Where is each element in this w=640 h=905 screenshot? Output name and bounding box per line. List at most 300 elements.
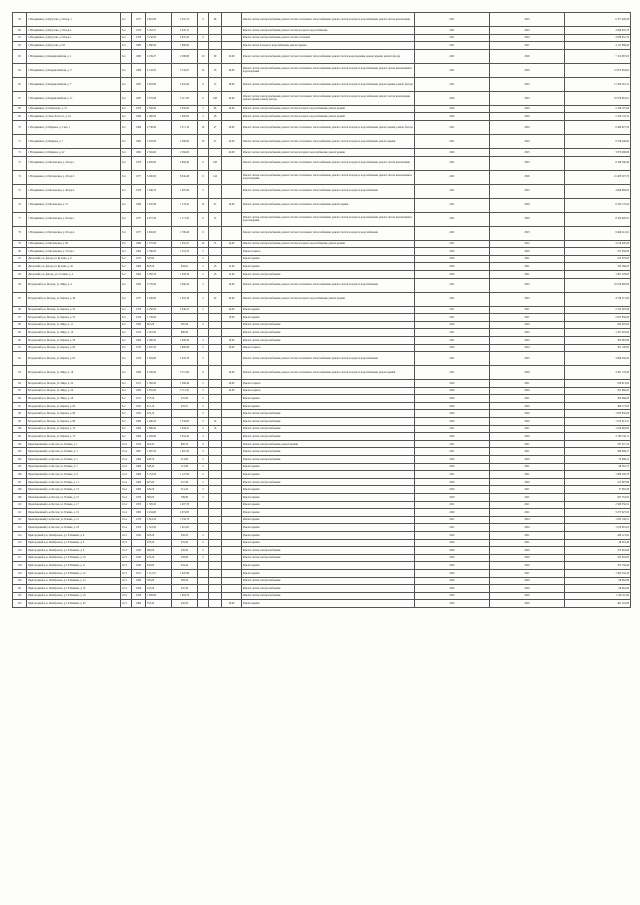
row-works: Ремонт крыши: [242, 531, 415, 539]
row-type: 6-4: [121, 292, 132, 306]
row-number: 74: [13, 170, 27, 184]
row-apartments: 108: [209, 91, 222, 105]
row-residents: 20,00: [222, 600, 242, 608]
row-area: 4 706,20: [146, 366, 172, 380]
row-apartments: [209, 387, 222, 395]
row-cost: 2 657 856,00: [565, 314, 631, 322]
row-start-year: 2020: [415, 248, 490, 256]
row-residents: [222, 516, 242, 524]
row-area: 1 846,70: [146, 184, 172, 198]
row-end-year: 2021: [490, 569, 565, 577]
row-area-living: 278,20: [172, 539, 198, 547]
row-floors: [198, 562, 209, 570]
row-year: 1982: [132, 278, 146, 292]
row-year: 1984: [132, 248, 146, 256]
row-year: 1978: [132, 184, 146, 198]
row-area-living: 1 407,79: [172, 501, 198, 509]
row-works: Ремонт систем электроснабжения, ремонт систем отопления и теплоснабжения, ремонт систем холодного водоснабжения, ремонт крыши: [242, 366, 415, 380]
row-year: 1980: [132, 240, 146, 248]
row-area-living: 255,09: [172, 395, 198, 403]
row-end-year: 2021: [490, 501, 565, 509]
row-address: Пригородный р-н, Октябрьское, ул. Р. Бакиева, д. 10: [27, 554, 121, 562]
table-row: [13, 329, 631, 337]
row-address: Пригородный р-н, Октябрьское, ул. Р. Бакиева, д. 18: [27, 592, 121, 600]
row-type: 6-4: [121, 91, 132, 105]
row-end-year: 2021: [490, 255, 565, 263]
row-area-living: 2 074,85: [172, 509, 198, 517]
row-number: 121: [13, 585, 27, 593]
row-type: 6-4: [121, 134, 132, 148]
row-area: 1 375,90: [146, 240, 172, 248]
row-works: Ремонт систем электроснабжения, ремонт систем отопления и теплоснабжения, ремонт систем холодного водоснабжения: [242, 184, 415, 198]
row-start-year: 2021: [415, 27, 490, 35]
row-start-year: 2020: [415, 255, 490, 263]
row-area-living: 2 994,40: [172, 156, 198, 170]
row-residents: 12,00: [222, 270, 242, 278]
row-floors: [198, 577, 209, 585]
row-year: 1976: [132, 501, 146, 509]
row-residents: [222, 184, 242, 198]
row-address: Моздокский р-н, Моздок, ул. Мира, д. 4: [27, 278, 121, 292]
row-start-year: 2021: [415, 314, 490, 322]
row-area: 1 000,00: [146, 113, 172, 121]
row-cost: 4 131 888,90: [565, 42, 631, 50]
row-area-living: 3 715,94: [172, 366, 198, 380]
row-cost: 468 172,00: [565, 402, 631, 410]
row-area-living: 888,40: [172, 329, 198, 337]
row-number: 77: [13, 212, 27, 226]
row-address: Моздокский р-н, Моздок, ул. Кирова, д. 62: [27, 352, 121, 366]
row-address: г. Владикавказ, ул.Кырджалийская, д. 11: [27, 91, 121, 105]
row-cost: 258 813,00: [565, 380, 631, 388]
row-start-year: 2021: [415, 34, 490, 42]
row-area: 508,40: [146, 463, 172, 471]
row-number: 81: [13, 255, 27, 263]
row-works: Ремонт подвала: [242, 248, 415, 256]
row-area-living: 1 890,90: [172, 42, 198, 50]
row-start-year: 2021: [415, 448, 490, 456]
row-works: Ремонт крыши: [242, 494, 415, 502]
row-apartments: [209, 226, 222, 240]
row-year: 1977: [132, 292, 146, 306]
row-floors: 2: [198, 418, 209, 426]
row-number: 88: [13, 321, 27, 329]
row-floors: 2: [198, 425, 209, 433]
row-cost: 8 354 820,91: [565, 212, 631, 226]
row-cost: 286 121,82: [565, 531, 631, 539]
row-area-living: 892,70: [172, 440, 198, 448]
row-floors: 2: [198, 539, 209, 547]
row-floors: 4: [198, 448, 209, 456]
row-start-year: 2021: [415, 440, 490, 448]
row-apartments: 16: [209, 270, 222, 278]
row-apartments: 144: [209, 170, 222, 184]
row-apartments: [209, 562, 222, 570]
row-floors: 9: [198, 212, 209, 226]
row-works: Ремонт систем электроснабжения, ремонт систем отопления и теплоснабжения, ремонт систем водоотведения, ремонт крыши, ремонт фасада: [242, 49, 415, 63]
row-end-year: 2020: [490, 547, 565, 555]
row-address: Правобережный р-н, Беслан, ул. Плиева, д. 3: [27, 448, 121, 456]
row-start-year: 2020: [415, 494, 490, 502]
row-area: 2 801,80: [146, 13, 172, 27]
row-end-year: 2023: [490, 91, 565, 105]
row-type: 6-2: [121, 270, 132, 278]
row-start-year: 2021: [415, 471, 490, 479]
row-floors: 2: [198, 395, 209, 403]
row-number: 123: [13, 600, 27, 608]
row-area-living: 1 334,83: [172, 418, 198, 426]
row-works: Ремонт систем электроснабжения: [242, 577, 415, 585]
row-start-year: 2020: [415, 380, 490, 388]
row-residents: [222, 13, 242, 27]
row-number: 91: [13, 344, 27, 352]
row-cost: 335 369,00: [565, 263, 631, 271]
row-start-year: 2021: [415, 336, 490, 344]
row-cost: 1 635 746,51: [565, 516, 631, 524]
row-year: 1980: [132, 366, 146, 380]
row-residents: [222, 34, 242, 42]
row-start-year: 2020: [415, 410, 490, 418]
row-residents: [222, 531, 242, 539]
row-cost: 1 807 229,63: [565, 270, 631, 278]
row-type: 6-4: [121, 248, 132, 256]
row-address: Правобережный р-н, Беслан, ул. Плиева, д. 1: [27, 440, 121, 448]
row-floors: 2: [198, 531, 209, 539]
row-residents: [222, 577, 242, 585]
row-start-year: 2020: [415, 113, 490, 121]
row-area-living: 511,88: [172, 463, 198, 471]
row-year: 1958: [132, 585, 146, 593]
row-apartments: [209, 494, 222, 502]
table-row: [13, 402, 631, 410]
row-cost: 362 968,00: [565, 395, 631, 403]
row-residents: 20,00: [222, 387, 242, 395]
table-row: [13, 600, 631, 608]
row-apartments: [209, 306, 222, 314]
row-works: Ремонт крыши: [242, 516, 415, 524]
row-end-year: 2021: [490, 440, 565, 448]
row-start-year: 2021: [415, 212, 490, 226]
row-area: 4 977,50: [146, 212, 172, 226]
row-works: Ремонт систем электроснабжения, ремонт систем отопления и теплоснабжения, ремонт систем холодного водоснабжения: [242, 278, 415, 292]
row-cost: 323 643,00: [565, 554, 631, 562]
row-area-living: 1 171,20: [172, 212, 198, 226]
row-end-year: 2024: [490, 156, 565, 170]
row-start-year: 2021: [415, 120, 490, 134]
row-area: 3 776,20: [146, 278, 172, 292]
row-floors: 5: [198, 248, 209, 256]
table-row: [13, 516, 631, 524]
row-residents: [222, 255, 242, 263]
row-apartments: [209, 433, 222, 441]
row-area-living: 2 571,10: [172, 120, 198, 134]
row-area: 800,00: [146, 494, 172, 502]
row-cost: 461 322,00: [565, 600, 631, 608]
row-area-living: 2 594,00: [172, 148, 198, 156]
row-works: Ремонт систем электроснабжения, ремонт систем холодного водоснабжения: [242, 27, 415, 35]
row-apartments: 47: [209, 134, 222, 148]
row-address: г. Владикавказ, ул.Маркова, д. 22: [27, 148, 121, 156]
row-residents: 24,00: [222, 306, 242, 314]
row-floors: 2: [198, 494, 209, 502]
row-works: Ремонт систем электроснабжения: [242, 418, 415, 426]
row-type: 6-2: [121, 255, 132, 263]
row-floors: [198, 27, 209, 35]
row-area-living: 258,20: [172, 547, 198, 555]
row-area-living: [172, 314, 198, 322]
row-residents: 20,00: [222, 344, 242, 352]
row-works: Ремонт крыши: [242, 524, 415, 532]
table-row: [13, 134, 631, 148]
row-start-year: 2021: [415, 198, 490, 212]
row-address: Моздокский р-н, Моздок, ул. Кирова, д. 60: [27, 344, 121, 352]
table-row: [13, 120, 631, 134]
row-apartments: 16: [209, 263, 222, 271]
row-end-year: 2021: [490, 471, 565, 479]
row-apartments: [209, 524, 222, 532]
row-area-living: 796,80: [172, 494, 198, 502]
row-start-year: 2020: [415, 270, 490, 278]
row-year: 1977: [132, 212, 146, 226]
row-end-year: 2020: [490, 321, 565, 329]
row-floors: 5: [198, 292, 209, 306]
row-number: 92: [13, 352, 27, 366]
row-floors: 9: [198, 156, 209, 170]
row-apartments: 72: [209, 240, 222, 248]
row-type: 6-4: [121, 148, 132, 156]
row-year: 1977: [132, 226, 146, 240]
row-address: Пригородный р-н, Октябрьское, ул. Р. Бакиева, д. 20: [27, 600, 121, 608]
row-number: 97: [13, 402, 27, 410]
row-type: 10-4: [121, 440, 132, 448]
row-floors: [198, 314, 209, 322]
row-number: 73: [13, 156, 27, 170]
row-area: 1 512,00: [146, 524, 172, 532]
row-area: 2 356,90: [146, 105, 172, 113]
row-type: 10-3: [121, 547, 132, 555]
row-start-year: 2021: [415, 49, 490, 63]
row-residents: 20,00: [222, 91, 242, 105]
row-type: 6-4: [121, 77, 132, 91]
row-works: Ремонт систем электроснабжения, ремонт систем отопления и теплоснабжения, ремонт систем холодного водоснабжения, ремонт систем канализации и водоотведения: [242, 170, 415, 184]
row-works: Ремонт систем электроснабжения, ремонт систем отопления и теплоснабжения, ремонт систем холодного водоснабжения: [242, 352, 415, 366]
row-cost: 475 159,94: [565, 562, 631, 570]
row-start-year: 2021: [415, 425, 490, 433]
row-type: 10-4: [121, 494, 132, 502]
row-cost: 4 839 655,76: [565, 34, 631, 42]
row-floors: 10: [198, 49, 209, 63]
row-area: 260,00: [146, 547, 172, 555]
row-residents: 40,00: [222, 63, 242, 77]
row-address: г. Владикавказ, ул.Ларионова, д. 15: [27, 105, 121, 113]
row-number: 101: [13, 433, 27, 441]
table-row: [13, 387, 631, 395]
row-start-year: 2020: [415, 478, 490, 486]
table-row: [13, 418, 631, 426]
row-area-living: 247,20: [172, 585, 198, 593]
row-area-living: 1 055,47: [172, 240, 198, 248]
row-area: 1 486,20: [146, 418, 172, 426]
row-area-living: 2 520,15: [172, 27, 198, 35]
row-address: г. Владикавказ, ул.Кырджалийская, д. 1: [27, 49, 121, 63]
row-apartments: [209, 531, 222, 539]
row-address: Пригородный р-н, Октябрьское, ул. Р. Бакиева, д. 6: [27, 531, 121, 539]
row-address: г. Владикавказ, ул.Московская, д. 68: [27, 240, 121, 248]
row-start-year: 2021: [415, 63, 490, 77]
row-end-year: 2021: [490, 263, 565, 271]
row-apartments: 28: [209, 113, 222, 121]
row-area-living: 434,44: [172, 562, 198, 570]
row-apartments: [209, 509, 222, 517]
row-residents: [222, 463, 242, 471]
row-start-year: 2021: [415, 292, 490, 306]
row-address: Пригородный р-н, Октябрьское, ул. Р. Бакиева, д. 16: [27, 585, 121, 593]
row-residents: 20,00: [222, 120, 242, 134]
row-area-living: 1 058,78: [172, 270, 198, 278]
row-residents: 36,00: [222, 77, 242, 91]
row-cost: 6 377 026,28: [565, 13, 631, 27]
row-residents: 12,00: [222, 263, 242, 271]
row-area: 2 593,90: [146, 134, 172, 148]
row-address: Пригородный р-н, Октябрьское, ул. Р. Бакиева, д. 9: [27, 547, 121, 555]
row-address: Моздокский р-н, Моздок, ул. Мира, д. 14: [27, 329, 121, 337]
row-floors: 2: [198, 255, 209, 263]
row-type: 10-3: [121, 531, 132, 539]
row-number: 119: [13, 569, 27, 577]
row-area: 4 052,60: [146, 387, 172, 395]
row-end-year: 2025: [490, 13, 565, 27]
row-residents: [222, 494, 242, 502]
row-address: Моздокский р-н, Моздок, ул. Кирова, д. 48: [27, 292, 121, 306]
row-floors: 10: [198, 120, 209, 134]
row-apartments: [209, 42, 222, 50]
row-type: 6-4: [121, 63, 132, 77]
row-floors: [198, 329, 209, 337]
row-apartments: [209, 278, 222, 292]
row-start-year: 2020: [415, 539, 490, 547]
row-works: Ремонт крыши: [242, 255, 415, 263]
row-type: 6-4: [121, 105, 132, 113]
row-year: 1969: [132, 418, 146, 426]
row-number: 89: [13, 329, 27, 337]
row-type: 6-4: [121, 336, 132, 344]
row-address: Моздокский р-н, Моздок, ул. Кирова, д. 66: [27, 410, 121, 418]
row-year: 1980: [132, 509, 146, 517]
row-type: 6-4: [121, 380, 132, 388]
table-row: [13, 509, 631, 517]
row-year: 1987: [132, 77, 146, 91]
row-residents: [222, 352, 242, 366]
row-year: 1966: [132, 336, 146, 344]
row-number: 113: [13, 524, 27, 532]
row-number: 98: [13, 410, 27, 418]
table-row: [13, 395, 631, 403]
row-end-year: 2023: [490, 278, 565, 292]
row-area-living: 5 117,28: [172, 91, 198, 105]
row-apartments: 47: [209, 120, 222, 134]
table-row: [13, 554, 631, 562]
row-area: 5 575,08: [146, 91, 172, 105]
row-residents: [222, 592, 242, 600]
row-residents: [222, 321, 242, 329]
row-area-living: 1 127,90: [172, 471, 198, 479]
table-row: [13, 463, 631, 471]
row-works: Ремонт систем электроснабжения: [242, 321, 415, 329]
row-apartments: 108: [209, 156, 222, 170]
row-type: 10-3: [121, 539, 132, 547]
row-floors: [198, 516, 209, 524]
row-residents: 18,00: [222, 314, 242, 322]
row-works: Ремонт систем электроснабжения, ремонт систем холодного водоснабжения, ремонт крыши: [242, 105, 415, 113]
table-row: [13, 278, 631, 292]
row-area-living: 413,80: [172, 456, 198, 464]
row-floors: 5: [198, 387, 209, 395]
row-cost: 53 986,21: [565, 456, 631, 464]
row-area: 2 159,27: [146, 49, 172, 63]
row-residents: 20,00: [222, 278, 242, 292]
row-cost: 9 558 446,00: [565, 134, 631, 148]
row-works: Ремонт систем электроснабжения, ремонт систем отопления и теплоснабжения, ремонт систем холодного водоснабжения, ремонт систем канализации и водоотведения: [242, 63, 415, 77]
row-area: 8 180,00: [146, 170, 172, 184]
row-number: 106: [13, 471, 27, 479]
row-start-year: 2020: [415, 531, 490, 539]
row-year: 1966: [132, 263, 146, 271]
row-end-year: 2026: [490, 63, 565, 77]
row-residents: 20,00: [222, 198, 242, 212]
row-residents: [222, 524, 242, 532]
row-year: 1976: [132, 314, 146, 322]
row-year: 1958: [132, 592, 146, 600]
row-end-year: 2021: [490, 380, 565, 388]
row-residents: [222, 410, 242, 418]
row-area-living: 1 000,00: [172, 113, 198, 121]
row-cost: 69 662,96: [565, 577, 631, 585]
row-apartments: [209, 184, 222, 198]
row-number: 78: [13, 226, 27, 240]
row-residents: [222, 539, 242, 547]
row-year: 1987: [132, 91, 146, 105]
row-cost: 66 662,96: [565, 585, 631, 593]
row-number: 93: [13, 366, 27, 380]
table-row: [13, 292, 631, 306]
row-type: 6-4: [121, 120, 132, 134]
row-area: 247,20: [146, 585, 172, 593]
row-number: 67: [13, 91, 27, 105]
row-start-year: 2021: [415, 184, 490, 198]
table-row: [13, 352, 631, 366]
row-start-year: 2021: [415, 77, 490, 91]
row-floors: 5: [198, 380, 209, 388]
row-cost: 1 013 613,31: [565, 418, 631, 426]
row-type: 6-2: [121, 425, 132, 433]
row-area: 1 904,80: [146, 352, 172, 366]
row-area: 1 786,00: [146, 248, 172, 256]
row-apartments: 48: [209, 13, 222, 27]
row-area-living: 258,08: [172, 554, 198, 562]
row-area-living: 2 800,98: [172, 344, 198, 352]
row-number: 62: [13, 42, 27, 50]
row-number: 104: [13, 456, 27, 464]
row-start-year: 2020: [415, 509, 490, 517]
row-area: 1 001,85: [146, 329, 172, 337]
row-start-year: 2020: [415, 402, 490, 410]
row-cost: 11 456 591,12: [565, 77, 631, 91]
row-area: 1 745,60: [146, 314, 172, 322]
row-residents: [222, 547, 242, 555]
row-address: г. Владикавказ, ул.Кутузова, д. 83 кор.4: [27, 27, 121, 35]
row-end-year: 2021: [490, 306, 565, 314]
row-cost: 1 080 209,76: [565, 471, 631, 479]
